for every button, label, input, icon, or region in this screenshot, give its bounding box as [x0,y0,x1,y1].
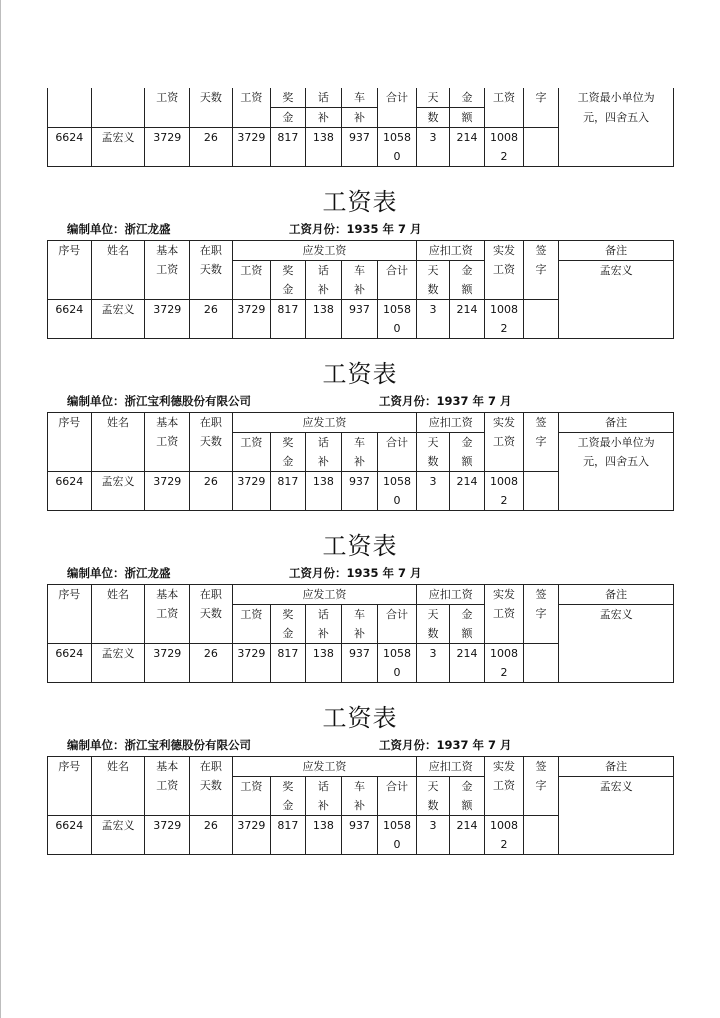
header-damt-1: 金 [449,433,485,453]
cell-phone: 138 [305,644,342,683]
cell-name: 孟宏义 [91,816,145,855]
header-bonus-cont-1: 奖 [271,88,305,108]
cell-days: 26 [190,128,233,167]
cell-deduct-amount: 214 [449,128,485,167]
cell-total-line2: 0 [377,491,417,511]
header-bonus-2: 金 [271,452,305,472]
header-net-cont: 工资 [485,88,524,128]
cell-name: 孟宏义 [91,472,145,511]
cell-days: 26 [190,816,233,855]
header-base: 基本 工资 [145,241,190,300]
header-damt-2: 额 [449,624,485,644]
cell-remark-empty [559,816,674,855]
cell-phone: 138 [305,472,342,511]
cell-signature [523,300,559,339]
header-sign-cont: 字 [523,88,559,128]
cell-seq: 6624 [48,816,92,855]
cell-total-line2: 0 [377,319,417,339]
header-damt-cont-1: 金 [449,88,485,108]
header-sign: 签 字 [523,413,559,472]
header-name: 姓名 [91,241,145,300]
cell-bonus: 817 [271,300,305,339]
cell-seq: 6624 [48,472,92,511]
header-ddays-cont-2: 数 [417,108,449,128]
cell-base: 3729 [145,128,190,167]
cell-bonus: 817 [271,644,305,683]
header-car-2: 补 [342,280,378,300]
header-name: 姓名 [91,757,145,816]
month-label: 工资月份： [379,394,437,408]
header-car-1: 车 [342,777,378,797]
cell-deduct-days: 3 [417,472,449,511]
company-label: 编制单位： [67,394,125,408]
header-phone-1: 话 [305,261,342,281]
header-car-2: 补 [342,452,378,472]
header-remark: 备注 [559,585,674,605]
cell-base: 3729 [145,644,190,683]
cell-remark-empty [559,644,674,683]
header-deduct: 应扣工资 [417,757,485,777]
header-sign: 签 字 [523,241,559,300]
header-total: 合计 [377,777,417,816]
cell-net-line2: 2 [485,491,524,511]
company-name: 浙江龙盛 [124,566,171,580]
header-total-cont: 合计 [377,88,417,128]
header-phone-2: 补 [305,796,342,816]
header-salary-cont: 工资 [232,88,271,128]
header-sign: 签 字 [523,585,559,644]
header-remark: 备注 [559,413,674,433]
remark-rounding-line2: 元，四舍五入 [559,452,674,472]
header-salary: 工资 [232,261,271,300]
header-net: 实发 工资 [485,757,524,816]
header-phone-cont-1: 话 [305,88,342,108]
header-car-cont-1: 车 [342,88,378,108]
header-phone-2: 补 [305,280,342,300]
salary-table-partial [47,88,674,167]
header-bonus-1: 奖 [271,433,305,453]
cell-remark-empty [559,128,674,167]
remark-person: 孟宏义 [559,777,674,797]
salary-table [47,240,674,339]
cell-salary: 3729 [232,300,271,339]
cell-car: 937 [342,644,378,683]
cell-total-line1: 1058 [377,816,417,836]
cell-remark-empty [559,472,674,511]
header-damt-cont-2: 额 [449,108,485,128]
header-phone-2: 补 [305,624,342,644]
section-meta [67,394,512,408]
remark-blank [559,796,674,816]
cell-signature [523,472,559,511]
header-damt-2: 额 [449,452,485,472]
cell-net-line2: 2 [485,319,524,339]
section-title: 工资表 [322,704,398,732]
page-edge [0,0,1,1018]
remark-rounding-line1: 工资最小单位为 [559,88,674,108]
header-bonus-cont-2: 金 [271,108,305,128]
header-ddays-2: 数 [417,280,449,300]
salary-table [47,756,674,855]
header-phone-cont-2: 补 [305,108,342,128]
header-payable: 应发工资 [232,413,417,433]
header-phone-1: 话 [305,605,342,625]
header-days: 在职 天数 [190,413,233,472]
cell-total-line1: 1058 [377,644,417,664]
cell-total-line1: 1058 [377,300,417,320]
header-payable: 应发工资 [232,585,417,605]
cell-car: 937 [342,472,378,511]
header-base: 基本 工资 [145,413,190,472]
cell-days: 26 [190,472,233,511]
salary-table [47,412,674,511]
header-deduct: 应扣工资 [417,585,485,605]
cell-base: 3729 [145,472,190,511]
cell-deduct-amount: 214 [449,644,485,683]
header-deduct: 应扣工资 [417,241,485,261]
cell-name: 孟宏义 [91,644,145,683]
cell-days: 26 [190,300,233,339]
cell-seq: 6624 [48,128,92,167]
cell-days: 26 [190,644,233,683]
section-title: 工资表 [322,532,398,560]
cell-total-line1: 1058 [377,472,417,492]
month-value: 1937 年 7 月 [436,394,512,408]
company-name: 浙江龙盛 [124,222,171,236]
header-damt-2: 额 [449,796,485,816]
header-ddays-1: 天 [417,777,449,797]
header-name: 姓名 [91,585,145,644]
month-value: 1935 年 7 月 [346,566,422,580]
cell-phone: 138 [305,128,342,167]
section-meta [67,222,422,236]
cell-signature [523,128,559,167]
header-phone-1: 话 [305,777,342,797]
cell-deduct-days: 3 [417,300,449,339]
header-ddays-2: 数 [417,796,449,816]
cell-phone: 138 [305,816,342,855]
remark-blank [559,624,674,644]
cell-net-line1: 1008 [485,128,524,148]
cell-bonus: 817 [271,816,305,855]
header-salary: 工资 [232,605,271,644]
header-remark: 备注 [559,241,674,261]
header-seq: 序号 [48,413,92,472]
header-phone-2: 补 [305,452,342,472]
header-salary: 工资 [232,433,271,472]
cell-bonus: 817 [271,472,305,511]
header-ddays-1: 天 [417,261,449,281]
header-ddays-1: 天 [417,605,449,625]
company-name: 浙江宝利德股份有限公司 [124,394,251,408]
cell-net-line2: 2 [485,663,524,683]
header-net: 实发 工资 [485,413,524,472]
cell-signature [523,644,559,683]
cell-car: 937 [342,128,378,167]
cell-name: 孟宏义 [91,300,145,339]
header-days: 在职 天数 [190,585,233,644]
header-seq: 序号 [48,585,92,644]
cell-deduct-days: 3 [417,816,449,855]
cell-signature [523,816,559,855]
remark-person: 孟宏义 [559,261,674,281]
cell-base: 3729 [145,816,190,855]
section-meta [67,738,512,752]
header-base-cont: 工资 [145,88,190,128]
header-bonus-2: 金 [271,796,305,816]
section-title: 工资表 [322,188,398,216]
header-days-cont: 天数 [190,88,233,128]
month-value: 1935 年 7 月 [346,222,422,236]
header-base: 基本 工资 [145,585,190,644]
header-car-1: 车 [342,261,378,281]
cell-bonus: 817 [271,128,305,167]
header-car-cont-2: 补 [342,108,378,128]
header-bonus-1: 奖 [271,261,305,281]
cell-deduct-days: 3 [417,128,449,167]
cell-deduct-amount: 214 [449,300,485,339]
cell-phone: 138 [305,300,342,339]
header-ddays-1: 天 [417,433,449,453]
company-label: 编制单位： [67,222,125,236]
month-label: 工资月份： [289,566,347,580]
remark-rounding-line1: 工资最小单位为 [559,433,674,453]
header-net: 实发 工资 [485,241,524,300]
month-label: 工资月份： [289,222,347,236]
cell-net-line1: 1008 [485,300,524,320]
header-cell-seq-cont [48,88,92,128]
section-meta [67,566,422,580]
header-car-1: 车 [342,605,378,625]
header-payable: 应发工资 [232,241,417,261]
header-name: 姓名 [91,413,145,472]
salary-table [47,584,674,683]
cell-car: 937 [342,816,378,855]
cell-net-line1: 1008 [485,816,524,836]
header-base: 基本 工资 [145,757,190,816]
cell-name: 孟宏义 [91,128,145,167]
company-name: 浙江宝利德股份有限公司 [124,738,251,752]
remark-blank [559,280,674,300]
cell-net-line1: 1008 [485,472,524,492]
header-days: 在职 天数 [190,757,233,816]
header-deduct: 应扣工资 [417,413,485,433]
section-title: 工资表 [322,360,398,388]
header-damt-1: 金 [449,605,485,625]
header-bonus-1: 奖 [271,605,305,625]
cell-net-line1: 1008 [485,644,524,664]
header-car-2: 补 [342,624,378,644]
header-net: 实发 工资 [485,585,524,644]
remark-person: 孟宏义 [559,605,674,625]
header-cell-name-cont [91,88,145,128]
header-salary: 工资 [232,777,271,816]
cell-total-line2: 0 [377,835,417,855]
cell-salary: 3729 [232,128,271,167]
header-seq: 序号 [48,241,92,300]
cell-deduct-amount: 214 [449,816,485,855]
header-seq: 序号 [48,757,92,816]
cell-total-line2: 0 [377,147,417,167]
header-damt-1: 金 [449,261,485,281]
header-car-1: 车 [342,433,378,453]
cell-seq: 6624 [48,644,92,683]
header-car-2: 补 [342,796,378,816]
cell-deduct-days: 3 [417,644,449,683]
cell-net-line2: 2 [485,147,524,167]
header-sign: 签 字 [523,757,559,816]
cell-salary: 3729 [232,472,271,511]
cell-base: 3729 [145,300,190,339]
header-remark: 备注 [559,757,674,777]
header-phone-1: 话 [305,433,342,453]
cell-salary: 3729 [232,816,271,855]
cell-deduct-amount: 214 [449,472,485,511]
header-payable: 应发工资 [232,757,417,777]
header-ddays-cont-1: 天 [417,88,449,108]
cell-total-line2: 0 [377,663,417,683]
company-label: 编制单位： [67,738,125,752]
header-damt-2: 额 [449,280,485,300]
header-ddays-2: 数 [417,624,449,644]
cell-salary: 3729 [232,644,271,683]
header-total: 合计 [377,433,417,472]
cell-total-line1: 1058 [377,128,417,148]
header-bonus-2: 金 [271,280,305,300]
header-bonus-1: 奖 [271,777,305,797]
header-bonus-2: 金 [271,624,305,644]
month-value: 1937 年 7 月 [436,738,512,752]
cell-car: 937 [342,300,378,339]
cell-remark-empty [559,300,674,339]
header-total: 合计 [377,605,417,644]
month-label: 工资月份： [379,738,437,752]
remark-rounding-line2: 元，四舍五入 [559,108,674,128]
header-days: 在职 天数 [190,241,233,300]
company-label: 编制单位： [67,566,125,580]
cell-seq: 6624 [48,300,92,339]
header-total: 合计 [377,261,417,300]
cell-net-line2: 2 [485,835,524,855]
header-damt-1: 金 [449,777,485,797]
header-ddays-2: 数 [417,452,449,472]
